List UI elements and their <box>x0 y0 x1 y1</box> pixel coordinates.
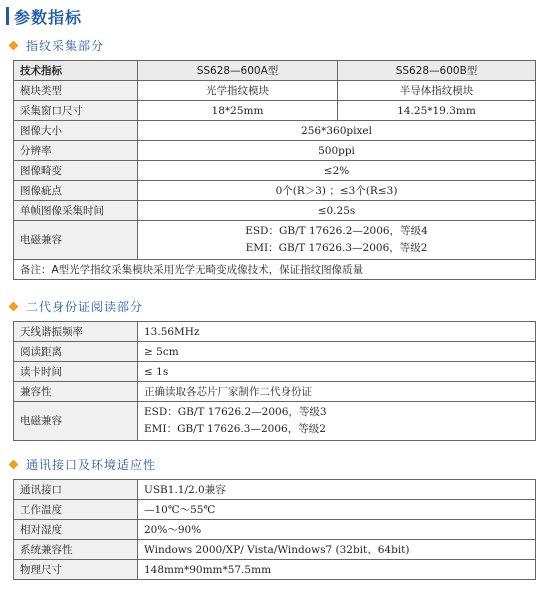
table-row <box>14 540 536 560</box>
table-row <box>14 402 536 441</box>
header-spec: 技术指标 <box>14 61 138 81</box>
emc-emi-line: EMI：GB/T 17626.3—2006，等级2 <box>144 423 326 435</box>
diamond-bullet-icon <box>9 459 19 469</box>
diamond-bullet-icon <box>9 301 19 311</box>
cell-value: —10℃～55℃ <box>138 500 536 520</box>
header-model-b: SS628—600B型 <box>338 61 536 81</box>
cell-value: 20%～90% <box>138 520 536 540</box>
cell-value-b: 半导体指纹模块 <box>338 81 536 101</box>
cell-value: ≥ 5cm <box>138 342 536 362</box>
row-label: 分辨率 <box>14 141 138 161</box>
cell-value: 0个(R＞3) ；≤3个(R≤3) <box>138 181 536 201</box>
diamond-bullet-icon <box>9 40 19 50</box>
row-label: 系统兼容性 <box>14 540 138 560</box>
table-row <box>14 161 536 181</box>
section-heading-interface <box>8 455 156 473</box>
table-row <box>14 101 536 121</box>
page-title <box>6 4 82 28</box>
table-row <box>14 181 536 201</box>
table-row <box>14 121 536 141</box>
cell-value-emc <box>138 221 536 260</box>
row-label: 图像畸变 <box>14 161 138 181</box>
cell-value: Windows 2000/XP/ Vista/Windows7 (32bit、64bit) <box>138 540 536 560</box>
emc-esd-line: ESD：GB/T 17626.2—2006，等级3 <box>144 406 327 418</box>
cell-value: ≤2% <box>138 161 536 181</box>
row-label: 图像疵点 <box>14 181 138 201</box>
table-row <box>14 81 536 101</box>
cell-value: USB1.1/2.0兼容 <box>138 480 536 500</box>
emc-esd-line: ESD：GB/T 17626.2—2006，等级4 <box>245 225 428 237</box>
table-note: 备注：A型光学指纹采集模块采用光学无畸变成像技术，保证指纹图像质量 <box>14 260 536 280</box>
row-label: 电磁兼容 <box>14 402 138 441</box>
table-row <box>14 362 536 382</box>
table-row <box>14 500 536 520</box>
emc-emi-line: EMI：GB/T 17626.3—2006，等级2 <box>245 242 428 254</box>
id-reader-spec-table <box>13 321 536 441</box>
table-row <box>14 382 536 402</box>
section-heading-fingerprint <box>8 36 104 54</box>
section-heading-id-reader <box>8 297 143 315</box>
table-row <box>14 322 536 342</box>
section-title: 指纹采集部分 <box>26 38 105 53</box>
table-row <box>14 480 536 500</box>
table-row <box>14 342 536 362</box>
cell-value: 148mm*90mm*57.5mm <box>138 560 536 580</box>
table-note-row <box>14 260 536 280</box>
table-row <box>14 221 536 260</box>
section-title: 二代身份证阅读部分 <box>26 299 144 314</box>
table-row <box>14 560 536 580</box>
table-header-row <box>14 61 536 81</box>
cell-value: 256*360pixel <box>138 121 536 141</box>
row-label: 天线谐振频率 <box>14 322 138 342</box>
row-label: 工作温度 <box>14 500 138 520</box>
table-row <box>14 141 536 161</box>
table-row <box>14 520 536 540</box>
cell-value: 500ppi <box>138 141 536 161</box>
row-label: 阅读距离 <box>14 342 138 362</box>
fingerprint-spec-table <box>13 60 536 280</box>
cell-value: 正确读取各芯片厂家制作二代身份证 <box>138 382 536 402</box>
row-label: 单帧图像采集时间 <box>14 201 138 221</box>
page-title-text: 参数指标 <box>14 7 83 27</box>
cell-value-a: 光学指纹模块 <box>138 81 338 101</box>
title-bar-accent <box>6 7 9 25</box>
cell-value-b: 14.25*19.3mm <box>338 101 536 121</box>
cell-value-a: 18*25mm <box>138 101 338 121</box>
table-row <box>14 201 536 221</box>
row-label: 物理尺寸 <box>14 560 138 580</box>
row-label: 采集窗口尺寸 <box>14 101 138 121</box>
row-label: 模块类型 <box>14 81 138 101</box>
cell-value: 13.56MHz <box>138 322 536 342</box>
header-model-a: SS628—600A型 <box>138 61 338 81</box>
interface-spec-table <box>13 479 536 580</box>
row-label: 兼容性 <box>14 382 138 402</box>
row-label: 相对湿度 <box>14 520 138 540</box>
row-label: 图像大小 <box>14 121 138 141</box>
section-title: 通讯接口及环境适应性 <box>26 457 157 472</box>
cell-value: ≤ 1s <box>138 362 536 382</box>
row-label: 读卡时间 <box>14 362 138 382</box>
row-label: 电磁兼容 <box>14 221 138 260</box>
row-label: 通讯接口 <box>14 480 138 500</box>
cell-value-emc <box>138 402 536 441</box>
cell-value: ≤0.25s <box>138 201 536 221</box>
